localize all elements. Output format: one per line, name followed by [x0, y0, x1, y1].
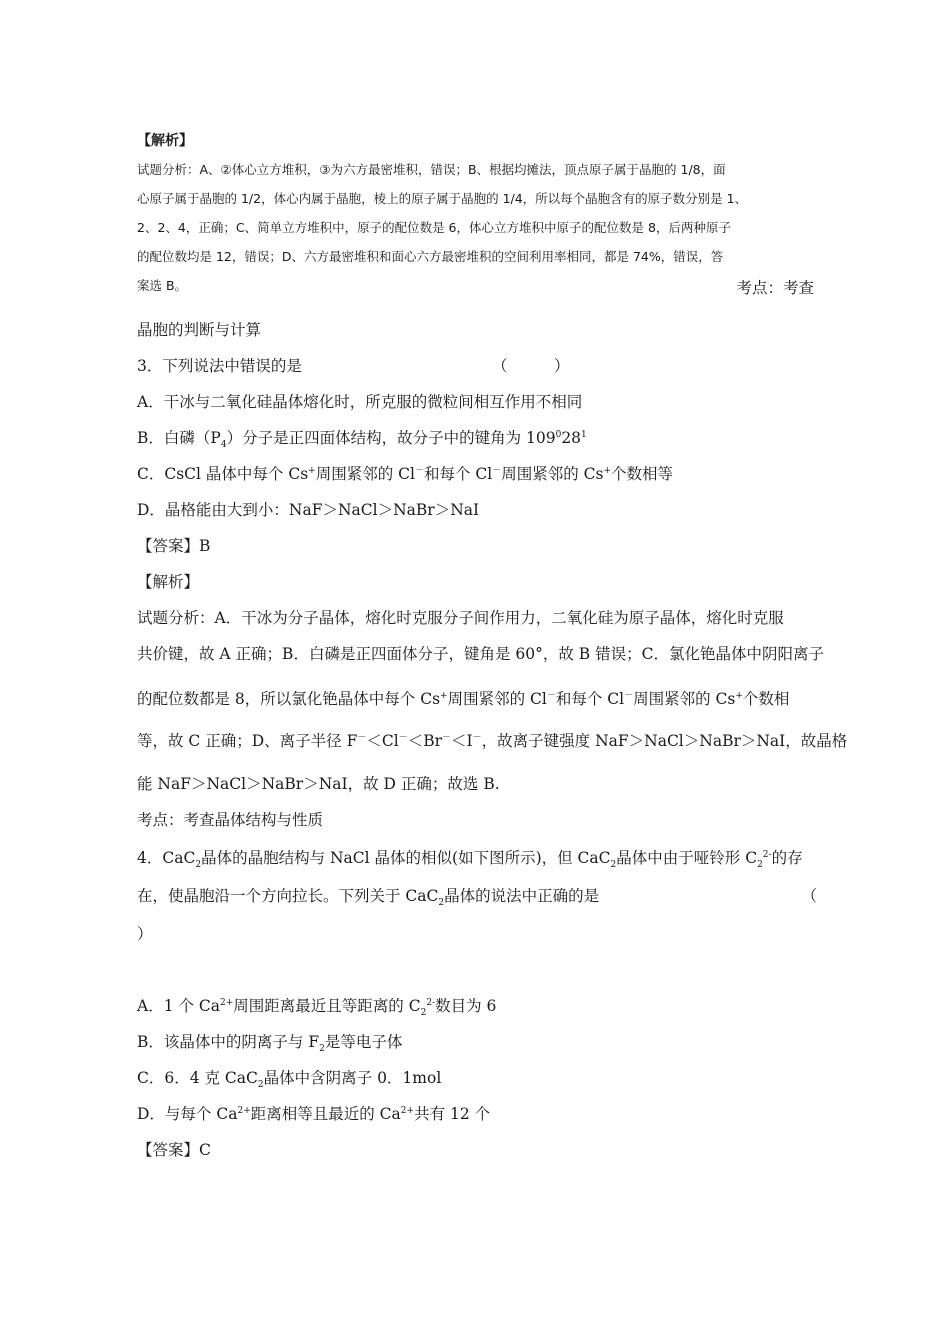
q3-analysis-line-2: 共价键，故 A 正确；B．白磷是正四面体分子，键角是 60°，故 B 错误；C．氯化铯晶体中阴阳离子	[137, 645, 824, 663]
q4-stem-line-1: 4．CaC$_2$晶体的晶胞结构与 NaCl 晶体的相似(如下图所示)，但 CaC$_2$晶体中由于哑铃形 $C_2^{2-}$的存	[137, 849, 803, 871]
analysis-heading: 【解析】	[137, 133, 193, 149]
analysis-line-2: 心原子属于晶胞的 1/2，体心内属于晶胞，棱上的原子属于晶胞的 1/4，所以每个晶胞含有的原子数分别是 1、	[137, 191, 748, 206]
analysis-line-3: 2、2、4，正确；C、简单立方堆积中，原子的配位数是 6，体心立方堆积中原子的配位数是 8，后两种原子	[137, 220, 731, 235]
analysis-line-1: 试题分析：A、②体心立方堆积，③为六方最密堆积，错误；B、根据均摊法，顶点原子属于晶胞的 1/8，面	[137, 162, 726, 177]
q4-option-c: C．6．4 克 CaC$_2$晶体中含阴离子 0．1mol	[137, 1069, 442, 1091]
q4-option-a: A．1 个 $Ca^{2+}$周围距离最近且等距离的 $C_2^{2-}$数目为 6	[137, 997, 497, 1019]
q3-option-d: D．晶格能由大到小：NaF＞NaCl＞NaBr＞NaI	[137, 501, 480, 519]
q4-option-b: B．该晶体中的阴离子与 $F_2$是等电子体	[137, 1033, 403, 1055]
analysis-line-4: 的配位数均是 12，错误；D、六方最密堆积和面心六方最密堆积的空间利用率相同，都是 74%，错误，答	[137, 249, 724, 264]
q4-stem-line-2: 在，使晶胞沿一个方向拉长。下列关于 CaC$_2$晶体的说法中正确的是	[137, 887, 600, 909]
q4-answer: 【答案】C	[137, 1141, 211, 1159]
q3-analysis-line-5: 能 NaF＞NaCl＞NaBr＞NaI，故 D 正确；故选 B.	[137, 775, 500, 793]
q3-analysis-line-3: 的配位数都是 8，所以氯化铯晶体中每个 Cs+周围紧邻的 Cl－和每个 Cl－周围紧邻的 Cs+个数相	[137, 690, 790, 708]
q3-option-c: C．CsCl 晶体中每个 Cs+周围紧邻的 Cl－和每个 Cl－周围紧邻的 Cs+个数相等	[137, 465, 674, 483]
q3-option-a: A．干冰与二氧化硅晶体熔化时，所克服的微粒间相互作用不相同	[137, 393, 583, 411]
q3-analysis-heading: 【解析】	[137, 573, 200, 591]
q3-analysis-line-4: 等，故 C 正确；D、离子半径 F－＜Cl－＜Br－＜I－，故离子键强度 NaF＞NaCl＞NaBr＞NaI，故晶格	[137, 732, 848, 750]
q3-paren: （ ）	[492, 357, 570, 375]
q3-option-b: B．白磷$(P_4)$分子是正四面体结构，故分子中的键角为 $109^028^1$	[137, 429, 587, 451]
q3-kaodian: 考点：考查晶体结构与性质	[137, 811, 324, 829]
q4-paren-close: ）	[137, 925, 153, 943]
q3-stem: 3．下列说法中错误的是	[137, 357, 302, 375]
q4-option-d: D．与每个 $Ca^{2+}$距离相等且最近的 $Ca^{2+}$共有 12 个	[137, 1105, 491, 1123]
kaodian-continuation: 晶胞的判断与计算	[137, 321, 262, 339]
q3-analysis-line-1: 试题分析：A．干冰为分子晶体，熔化时克服分子间作用力，二氧化硅为原子晶体，熔化时克服	[137, 609, 784, 627]
q3-answer: 【答案】B	[137, 537, 211, 555]
kaodian-label: 考点：考查	[736, 279, 814, 297]
analysis-line-5: 案选 B。	[137, 278, 188, 293]
q4-paren-open: （	[801, 887, 817, 905]
